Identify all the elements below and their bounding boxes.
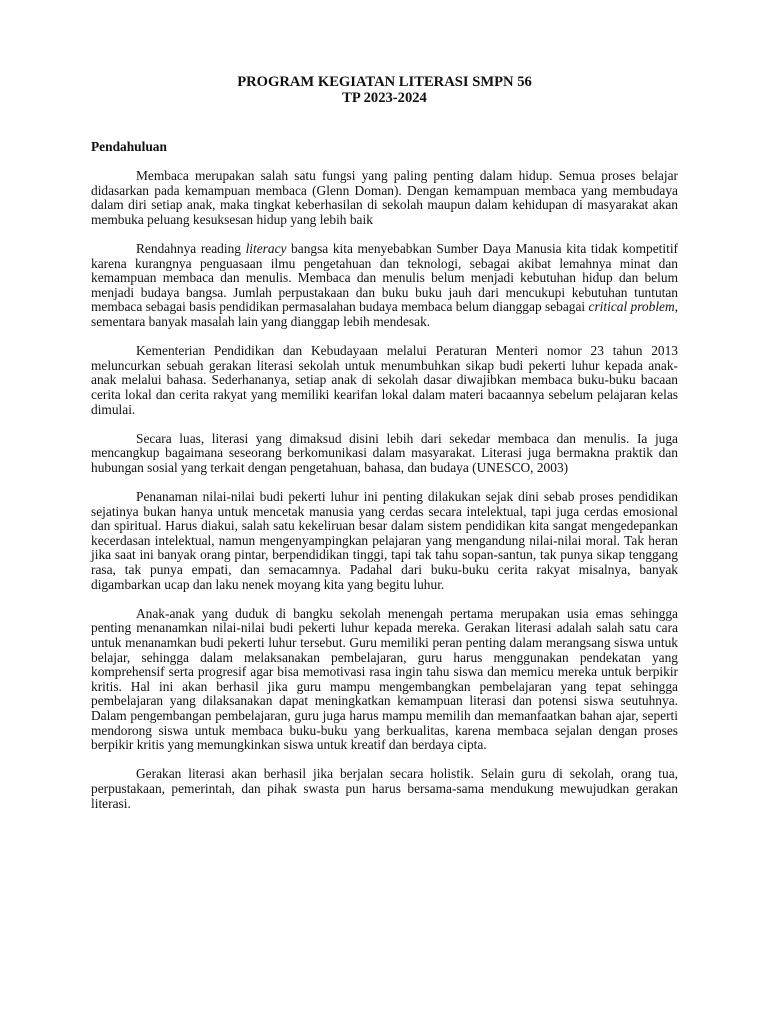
paragraph-7: Gerakan literasi akan berhasil jika berjalan secara holistik. Selain guru di sekolah, orang tua, perpustakaan, pemerintah, dan pihak swasta pun harus bersama-sama mendukung mewujudkan gerakan literasi. bbox=[91, 766, 678, 811]
document-title: PROGRAM KEGIATAN LITERASI SMPN 56 bbox=[237, 74, 532, 90]
paragraph-6: Anak-anak yang duduk di bangku sekolah menengah pertama merupakan usia emas sehingga penting menanamkan nilai-nilai budi pekerti luhur kepada mereka. Gerakan literasi adalah salah satu cara untuk menanamkan budi pekerti luhur tersebut. Guru memiliki peran penting dalam merangsang siswa untuk belajar, sehingga dalam melaksanakan pembelajaran, guru harus menggunakan pendekatan yang komprehensif serta progresif agar bisa memotivasi rasa ingin tahu siswa dan memicu mereka untuk berpikir kritis. Hal ini akan berhasil jika guru mampu mengembangkan pembelajaran yang tepat sehingga pembelajaran yang dilaksanakan dapat meningkatkan kemampuan literasi dan potensi siswa seutuhnya. Dalam pengembangan pembelajaran, guru juga harus mampu memilih dan memanfaatkan bahan ajar, seperti mendorong siswa untuk membaca buku-buku yang berkualitas, karena membaca sejalan dengan proses berpikir kritis yang memungkinkan siswa untuk kreatif dan berdaya cipta. bbox=[91, 605, 678, 753]
paragraph-4: Secara luas, literasi yang dimaksud disini lebih dari sekedar membaca dan menulis. Ia juga mencangkup bagaimana seseorang berkomunikasi dalam masyarakat. Literasi juga bermakna praktik dan hubungan sosial yang terkait dengan pengetahuan, bahasa, dan budaya (UNESCO, 2003) bbox=[91, 430, 678, 475]
section-heading: Pendahuluan bbox=[91, 139, 167, 154]
paragraph-2 bbox=[91, 242, 678, 330]
paragraph-2-term-critical-problem: critical problem bbox=[588, 299, 675, 315]
paragraph-2-part-c: bangsa kita menyebabkan Sumber Daya Manusia kita tidak kompetitif karena kurangnya penguasaan ilmu pengetahuan dan teknologi, sebagai akibat lemahnya minat dan kemampuan membaca dan menulis. Membaca dan menulis belum menjadi kebutuhan hidup dan belum menjadi budaya bangsa. Jumlah perpustakaan dan buku buku jauh dari mencukupi kebutuhan tuntutan membaca sebagai basis pendidikan permasalahan budaya membaca belum dianggap sebagai bbox=[91, 240, 678, 315]
document-body bbox=[91, 169, 678, 811]
paragraph-3: Kementerian Pendidikan dan Kebudayaan melalui Peraturan Menteri nomor 23 tahun 2013 meluncurkan sebuah gerakan literasi sekolah untuk menumbuhkan sikap budi pekerti luhur kepada anak-anak melalui bahasa. Sederhananya, setiap anak di sekolah dasar diwajibkan membaca buku-buku bacaan cerita lokal dan cerita rakyat yang memiliki kearifan lokal dalam materi bacaannya sebelum pelajaran kelas dimulai. bbox=[91, 343, 678, 417]
paragraph-2-term-literacy: literacy bbox=[245, 240, 287, 256]
paragraph-1: Membaca merupakan salah satu fungsi yang paling penting dalam hidup. Semua proses belajar didasarkan pada kemampuan membaca (Glenn Doman). Dengan kemampuan membaca yang membudaya dalam diri setiap anak, maka tingkat keberhasilan di sekolah maupun dalam kehidupan di masyarakat akan membuka peluang kesuksesan hidup yang lebih baik bbox=[91, 168, 678, 227]
paragraph-2-part-e: , sementara banyak masalah lain yang dianggap lebih mendesak. bbox=[91, 299, 679, 329]
document-subtitle: TP 2023-2024 bbox=[342, 90, 427, 106]
paragraph-5: Penanaman nilai-nilai budi pekerti luhur ini penting dilakukan sejak dini sebab proses pendidikan sejatinya bukan hanya untuk mencetak manusia yang cerdas secara intelektual, tapi juga cerdas emosional dan spiritual. Harus diakui, salah satu kekeliruan besar dalam sistem pendidikan kita sangat mengedepankan kecerdasan intelektual, namun mengenyampingkan pelajaran yang mengandung nilai-nilai moral. Tak heran jika saat ini banyak orang pintar, berpendidikan tinggi, tapi tak tahu sopan-santun, tak punya sikap tenggang rasa, tak punya empati, dan semacamnya. Padahal dari buku-buku cerita rakyat misalnya, banyak digambarkan ucap dan laku nenek moyang kita yang begitu luhur. bbox=[91, 489, 678, 592]
paragraph-2-part-a: Rendahnya reading bbox=[136, 240, 246, 256]
